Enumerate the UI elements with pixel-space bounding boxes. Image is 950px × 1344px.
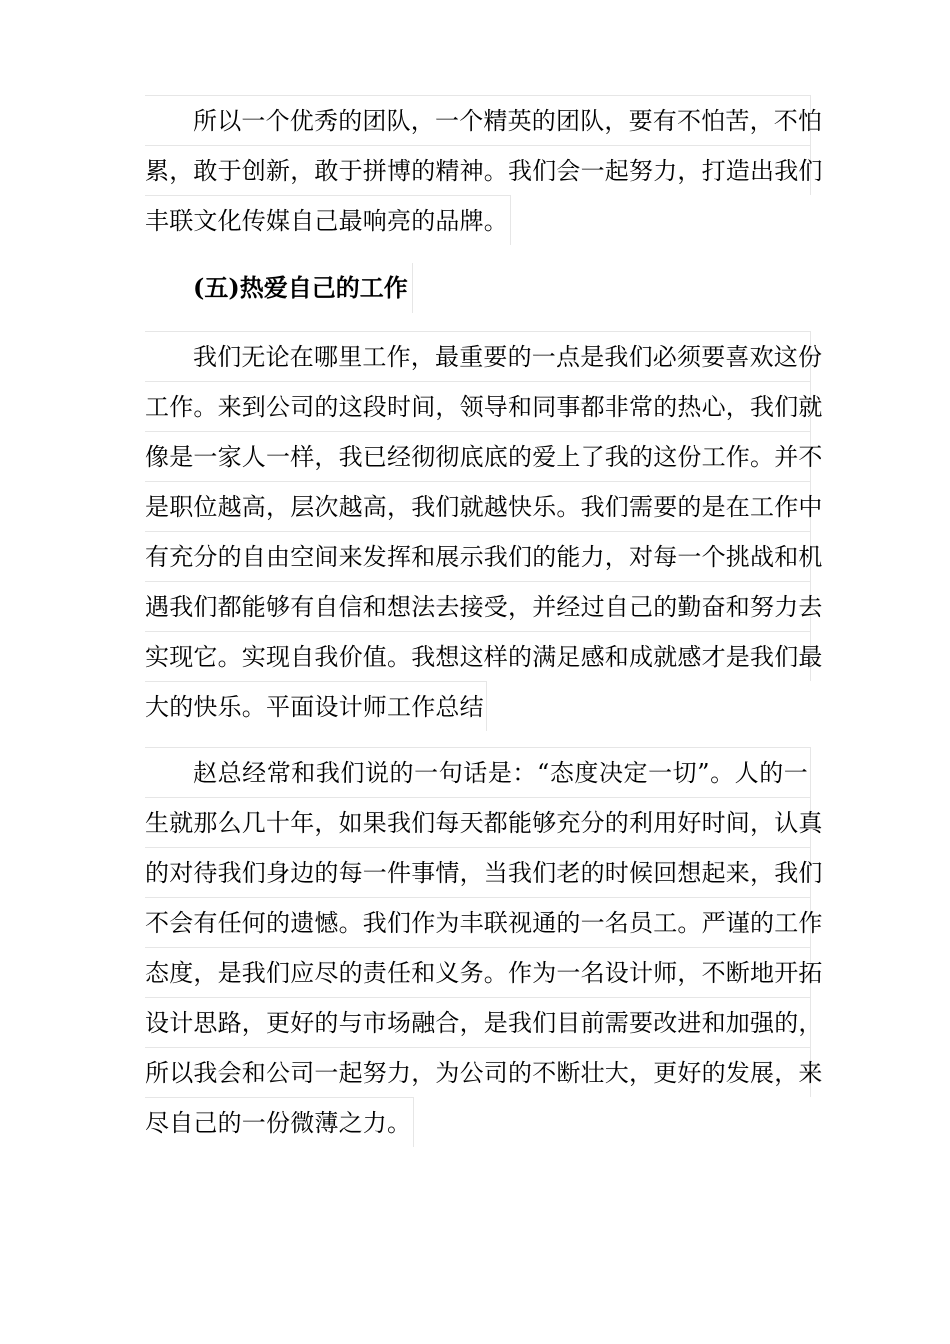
paragraph-3-line-2: 生就那么几十年，如果我们每天都能够充分的利用好时间，认真 xyxy=(145,797,811,847)
paragraph-3-line-8: 尽自己的一份微薄之力。 xyxy=(145,1097,414,1147)
paragraph-2-line-1: 我们无论在哪里工作，最重要的一点是我们必须要喜欢这份 xyxy=(145,331,811,381)
paragraph-3-line-1: 赵总经常和我们说的一句话是：“态度决定一切”。人的一 xyxy=(145,747,811,797)
paragraph-2-line-6: 遇我们都能够有自信和想法去接受，并经过自己的勤奋和努力去 xyxy=(145,581,811,631)
paragraph-3-line-7: 所以我会和公司一起努力，为公司的不断壮大，更好的发展，来 xyxy=(145,1047,811,1097)
paragraph-2-line-7: 实现它。实现自我价值。我想这样的满足感和成就感才是我们最 xyxy=(145,631,811,681)
paragraph-2-line-5: 有充分的自由空间来发挥和展示我们的能力，对每一个挑战和机 xyxy=(145,531,811,581)
paragraph-3-line-5: 态度，是我们应尽的责任和义务。作为一名设计师，不断地开拓 xyxy=(145,947,811,997)
paragraph-1-line-3: 丰联文化传媒自己最响亮的品牌。 xyxy=(145,195,511,245)
paragraph-2-line-3: 像是一家人一样，我已经彻彻底底的爱上了我的这份工作。并不 xyxy=(145,431,811,481)
paragraph-2-line-2: 工作。来到公司的这段时间，领导和同事都非常的热心，我们就 xyxy=(145,381,811,431)
paragraph-3-line-3: 的对待我们身边的每一件事情，当我们老的时候回想起来，我们 xyxy=(145,847,811,897)
paragraph-2-line-8: 大的快乐。平面设计师工作总结 xyxy=(145,681,487,731)
paragraph-3-line-6: 设计思路，更好的与市场融合，是我们目前需要改进和加强的， xyxy=(145,997,811,1047)
paragraph-1-line-1: 所以一个优秀的团队，一个精英的团队，要有不怕苦，不怕 xyxy=(145,95,811,145)
paragraph-3-line-4: 不会有任何的遗憾。我们作为丰联视通的一名员工。严谨的工作 xyxy=(145,897,811,947)
section-heading: (五)热爱自己的工作 xyxy=(193,263,413,313)
paragraph-2-line-4: 是职位越高，层次越高，我们就越快乐。我们需要的是在工作中 xyxy=(145,481,811,531)
paragraph-1-line-2: 累，敢于创新，敢于拼博的精神。我们会一起努力，打造出我们 xyxy=(145,145,811,195)
